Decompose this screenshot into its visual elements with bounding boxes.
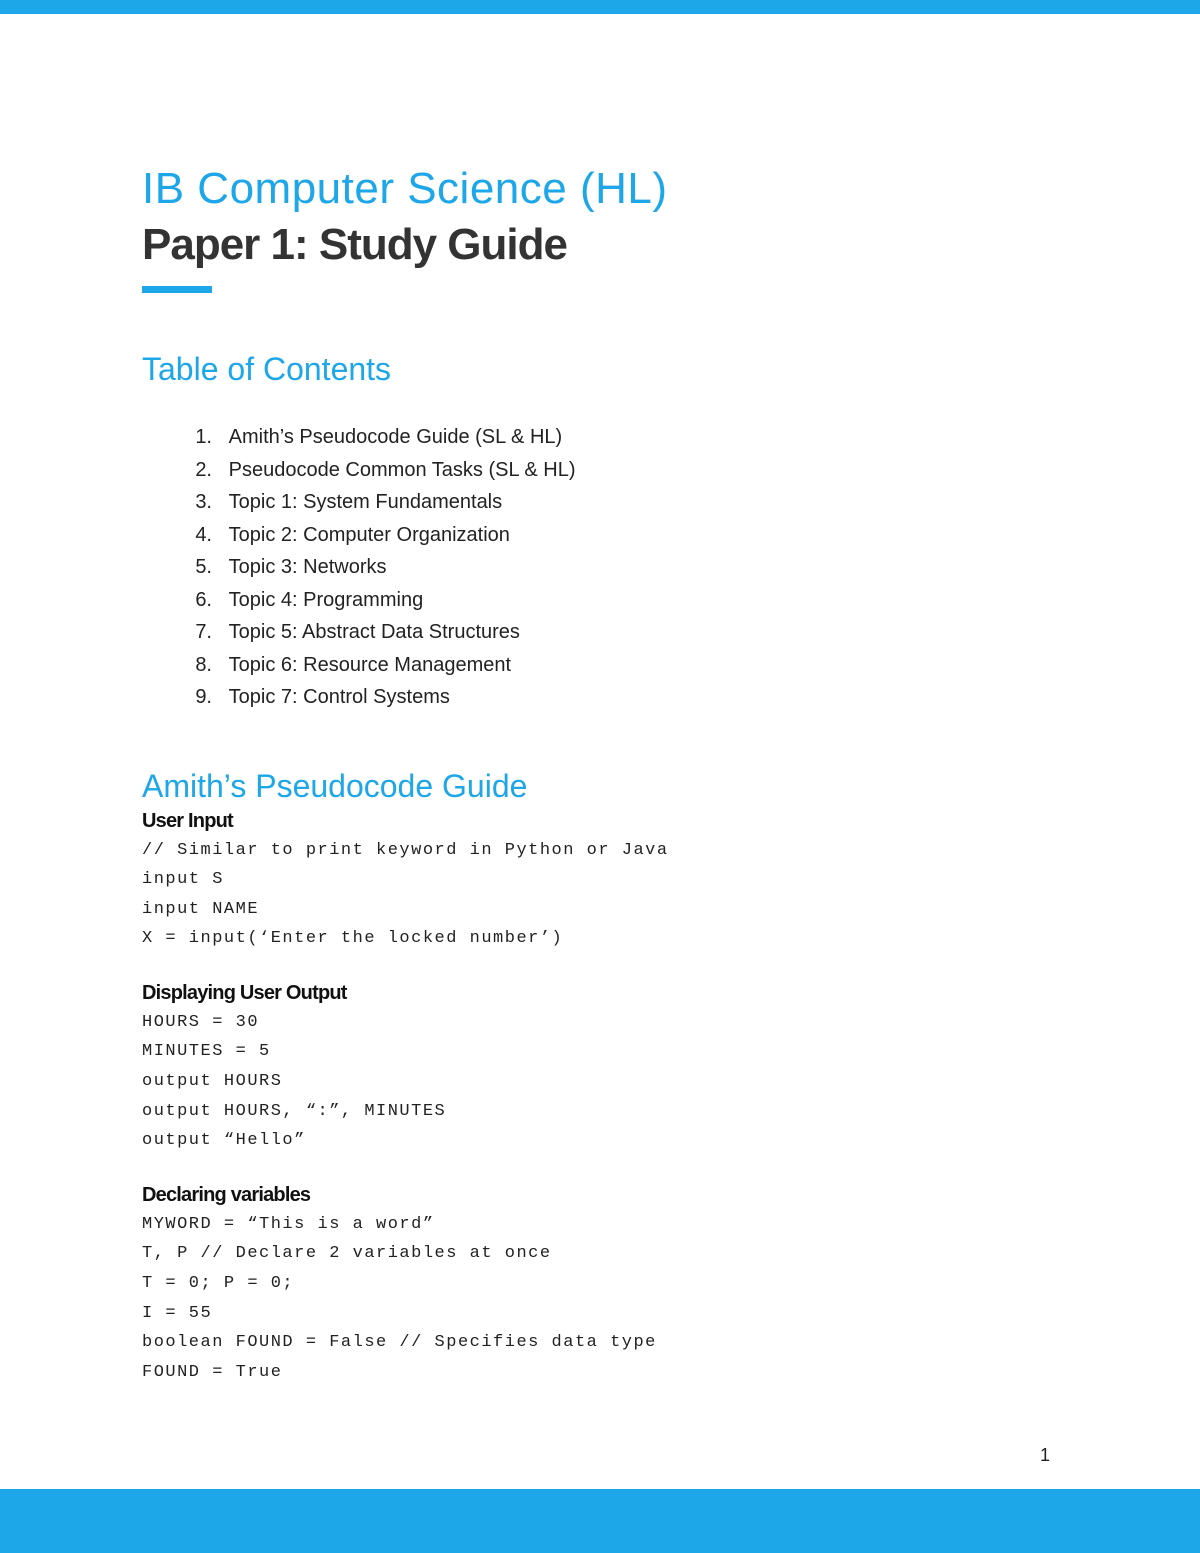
title-accent-rule — [142, 286, 212, 293]
page-number: 1 — [1040, 1445, 1051, 1465]
code-block — [142, 1210, 1102, 1388]
pseudocode-guide-heading: Amith’s Pseudocode Guide — [142, 767, 528, 804]
section-declaring-variables — [142, 1180, 1102, 1388]
toc-item-number: 1. — [195, 426, 212, 448]
document-title: IB Computer Science (HL) — [142, 164, 668, 213]
code-line: output HOURS, “:”, MINUTES — [142, 1101, 447, 1121]
section-title: User Input — [142, 809, 233, 832]
toc-item — [142, 551, 1102, 584]
toc-item — [142, 681, 1102, 714]
toc-item-label: Topic 4: Programming — [228, 588, 424, 611]
toc-item-label: Topic 2: Computer Organization — [228, 523, 510, 546]
toc-heading: Table of Contents — [142, 351, 392, 387]
toc-item-label: Topic 6: Resource Management — [228, 653, 512, 676]
toc-item — [142, 421, 1102, 454]
code-line: T, P // Declare 2 variables at once — [142, 1244, 552, 1264]
toc-item — [142, 454, 1102, 487]
toc-item — [142, 519, 1102, 552]
page-content — [142, 160, 1102, 1387]
code-line: input S — [142, 870, 224, 890]
code-line: output HOURS — [142, 1072, 283, 1092]
code-line: MYWORD = “This is a word” — [142, 1214, 435, 1234]
code-line: T = 0; P = 0; — [142, 1274, 295, 1294]
toc-list — [142, 421, 1102, 714]
toc-item-number: 2. — [195, 458, 212, 481]
toc-item-number: 4. — [195, 523, 212, 546]
toc-item-label: Topic 7: Control Systems — [228, 686, 450, 708]
toc-item-number: 6. — [195, 588, 212, 611]
toc-item-label: Amith’s Pseudocode Guide (SL & HL) — [228, 426, 563, 448]
top-accent-bar — [0, 0, 1200, 14]
code-line: // Similar to print keyword in Python or Java — [142, 840, 669, 860]
toc-item-label: Topic 5: Abstract Data Structures — [228, 621, 520, 643]
toc-item — [142, 584, 1102, 617]
toc-item-number: 7. — [195, 621, 212, 643]
code-block — [142, 836, 1102, 954]
toc-item-number: 9. — [195, 686, 212, 708]
bottom-accent-bar — [0, 1489, 1200, 1553]
toc-item — [142, 649, 1102, 682]
code-block — [142, 1008, 1102, 1156]
code-line: output “Hello” — [142, 1131, 306, 1151]
toc-item-number: 3. — [195, 491, 212, 513]
toc-item — [142, 486, 1102, 519]
toc-item-label: Pseudocode Common Tasks (SL & HL) — [228, 458, 576, 481]
section-user-input — [142, 806, 1102, 954]
code-line: boolean FOUND = False // Specifies data type — [142, 1333, 657, 1353]
code-line: I = 55 — [142, 1303, 213, 1323]
code-line: input NAME — [142, 899, 260, 919]
document-subtitle: Paper 1: Study Guide — [142, 220, 567, 269]
toc-item-number: 5. — [195, 556, 212, 578]
code-line: HOURS = 30 — [142, 1012, 260, 1032]
section-displaying-output — [142, 978, 1102, 1156]
toc-item-label: Topic 1: System Fundamentals — [228, 491, 503, 513]
toc-item-number: 8. — [195, 653, 212, 676]
code-line: MINUTES = 5 — [142, 1042, 271, 1062]
toc-item — [142, 616, 1102, 649]
section-title: Declaring variables — [142, 1183, 311, 1206]
section-title: Displaying User Output — [142, 981, 347, 1004]
toc-item-label: Topic 3: Networks — [228, 556, 387, 578]
code-line: FOUND = True — [142, 1362, 283, 1382]
code-line: X = input(‘Enter the locked number’) — [142, 929, 564, 949]
